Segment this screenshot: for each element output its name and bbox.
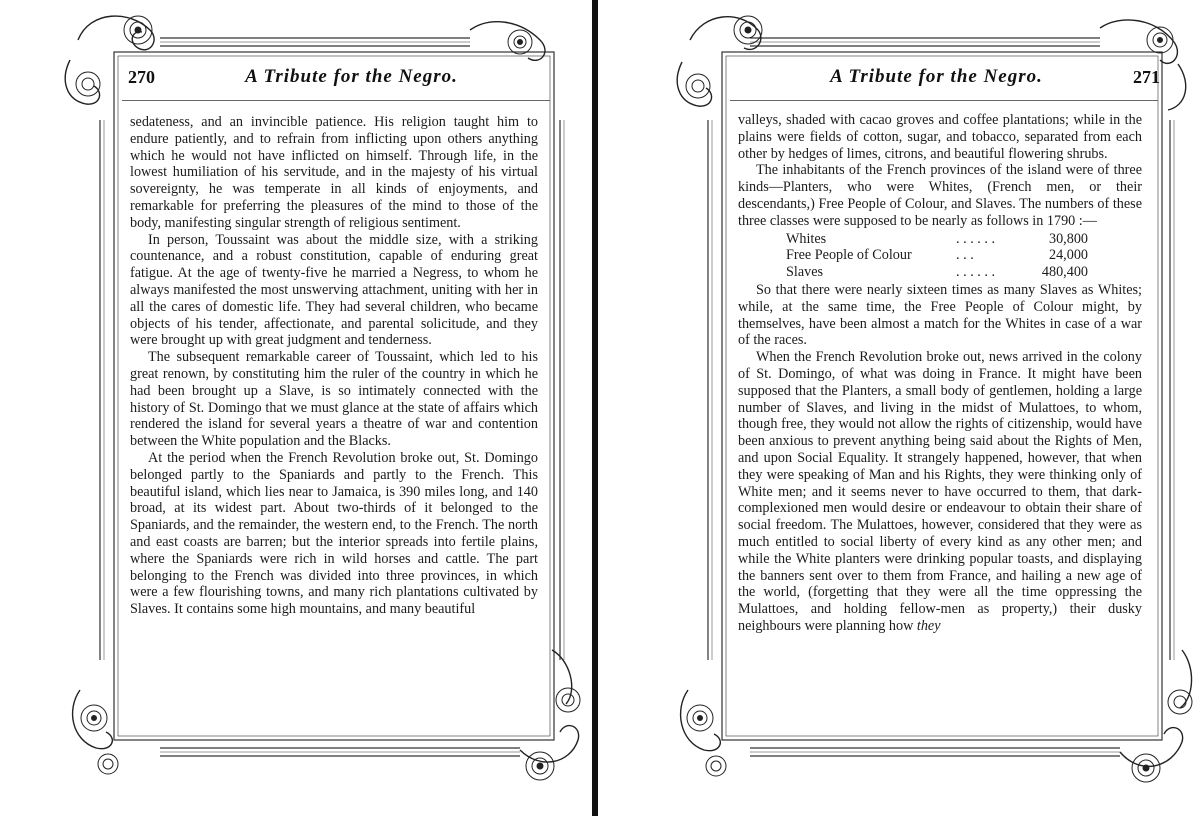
right-page [600,0,1200,816]
census-value: 30,800 [1048,230,1088,247]
census-table [786,231,1088,281]
header-rule [122,100,550,101]
left-page [0,0,592,816]
table-row [786,247,1088,264]
table-row [786,231,1088,248]
book-gutter [592,0,598,816]
paragraph: So that there were nearly sixteen times as many Slaves as Whites; while, at the same time, the Free People of Colour might, by themselves, have been almost a match for the Whites in case of a war of the races. [738,281,1142,349]
leader-dots: . . . [956,247,974,264]
census-value: 480,400 [1041,264,1088,281]
italic-word: they [916,617,941,634]
paragraph: In person, Toussaint was about the middle size, with a striking countenance, and a robust constitution, capable of enduring great fatigue. At the age of twenty-five he married a Negress, to whom he always manifested the most unswerving attachment, uniting with her in all the cares of domestic life. They had several children, who became objects of his tender, affectionate, and parental solicitude, and they were brought up with great judgment and tenderness. [130,231,538,349]
leader-dots: . . . . . . [956,264,996,281]
paragraph: The subsequent remarkable career of Toussaint, which led to his great renown, by constituting him the ruler of the country in which he had been brought up a Slave, is so intimately connected with the history of St. Domingo that we must glance at the state of affairs which rendered the island for several years a theatre of war and contention between the White population and the Blacks. [130,349,538,450]
table-row [786,264,1088,281]
paragraph: The inhabitants of the French provinces of the island were of three kinds—Planters, who were Whites, (French men, or their descendants,) Free People of Colour, and Slaves. The numbers of these three classes were supposed to be nearly as follows in 1790 :— [738,162,1142,229]
leader-dots: . . . . . . [956,230,996,247]
paragraph-text: When the French Revolution broke out, news arrived in the colony of St. Domingo, of what was doing in France. It might have been supposed that the Planters, a small body of gentlemen, holding a large number of Slaves, and living in the midst of Mulattoes, to whom, though free, they would not allow the rights of citizenship, would have been anxious to prevent anything being said about the Rights of Men, and upon Social Equality. It strangely happened, however, that when they were speaking of Man and his Rights, they were thinking only of White men; and it seems never to have occurred to them, that dark-complexioned men would desire or endeavour to obtain their share of social freedom. The Mulattoes, however, considered that they were as much entitled to social liberty of every kind as any other men; and while the White planters were drinking popular toasts, and displaying the banners sent over to them from France, and hailing a new age of the world, (forgetting that they were all the time oppressing the Mulattoes, and holding fellow-men as property,) their dusky neighbours were planning how [738,349,1142,634]
page-header [740,62,1160,92]
census-class: Slaves [786,264,824,281]
body-text [130,114,538,618]
census-value: 24,000 [1048,247,1088,264]
paragraph [738,349,1142,635]
paragraph: valleys, shaded with cacao groves and coffee plantations; while in the plains were fields of cotton, sugar, and tobacco, separated from each other by hedges of limes, citrons, and beautiful flowering shrubs. [738,112,1142,162]
census-class: Whites [786,230,827,247]
page-number: 270 [128,66,155,87]
body-text [738,112,1142,635]
page-number: 271 [1133,66,1160,87]
running-title: A Tribute for the Negro. [830,66,1043,87]
running-title: A Tribute for the Negro. [245,66,458,87]
census-class: Free People of Colour [786,247,912,264]
header-rule [730,100,1158,101]
paragraph: sedateness, and an invincible patience. His religion taught him to endure patiently, and to refrain from inflicting upon others anything which he would not have inflicted on himself. Through life, in the lowest humiliation of his servitude, and in the majesty of his virtual sovereignty, he was temperate in all kinds of enjoyments, and remarkable for preferring the pleasures of the mind to those of the body, manifesting singular strength of religious sentiment. [130,114,538,231]
paragraph: At the period when the French Revolution broke out, St. Domingo belonged partly to the Spaniards and partly to the French. This beautiful island, which lies near to Jamaica, is 390 miles long, and 140 broad, at its widest part. About two-thirds of it belonged to the Spaniards, and the remainder, the western end, to the French. The north and east coasts are barren; but the interior spreads into fertile plains, where the Spaniards were rich in wild horses and cattle. The part belonging to the French was divided into three provinces, in which were a few flourishing towns, and many rich plantations cultivated by Slaves. It contains some high mountains, and many beautiful [130,449,538,618]
page-header [128,62,548,92]
